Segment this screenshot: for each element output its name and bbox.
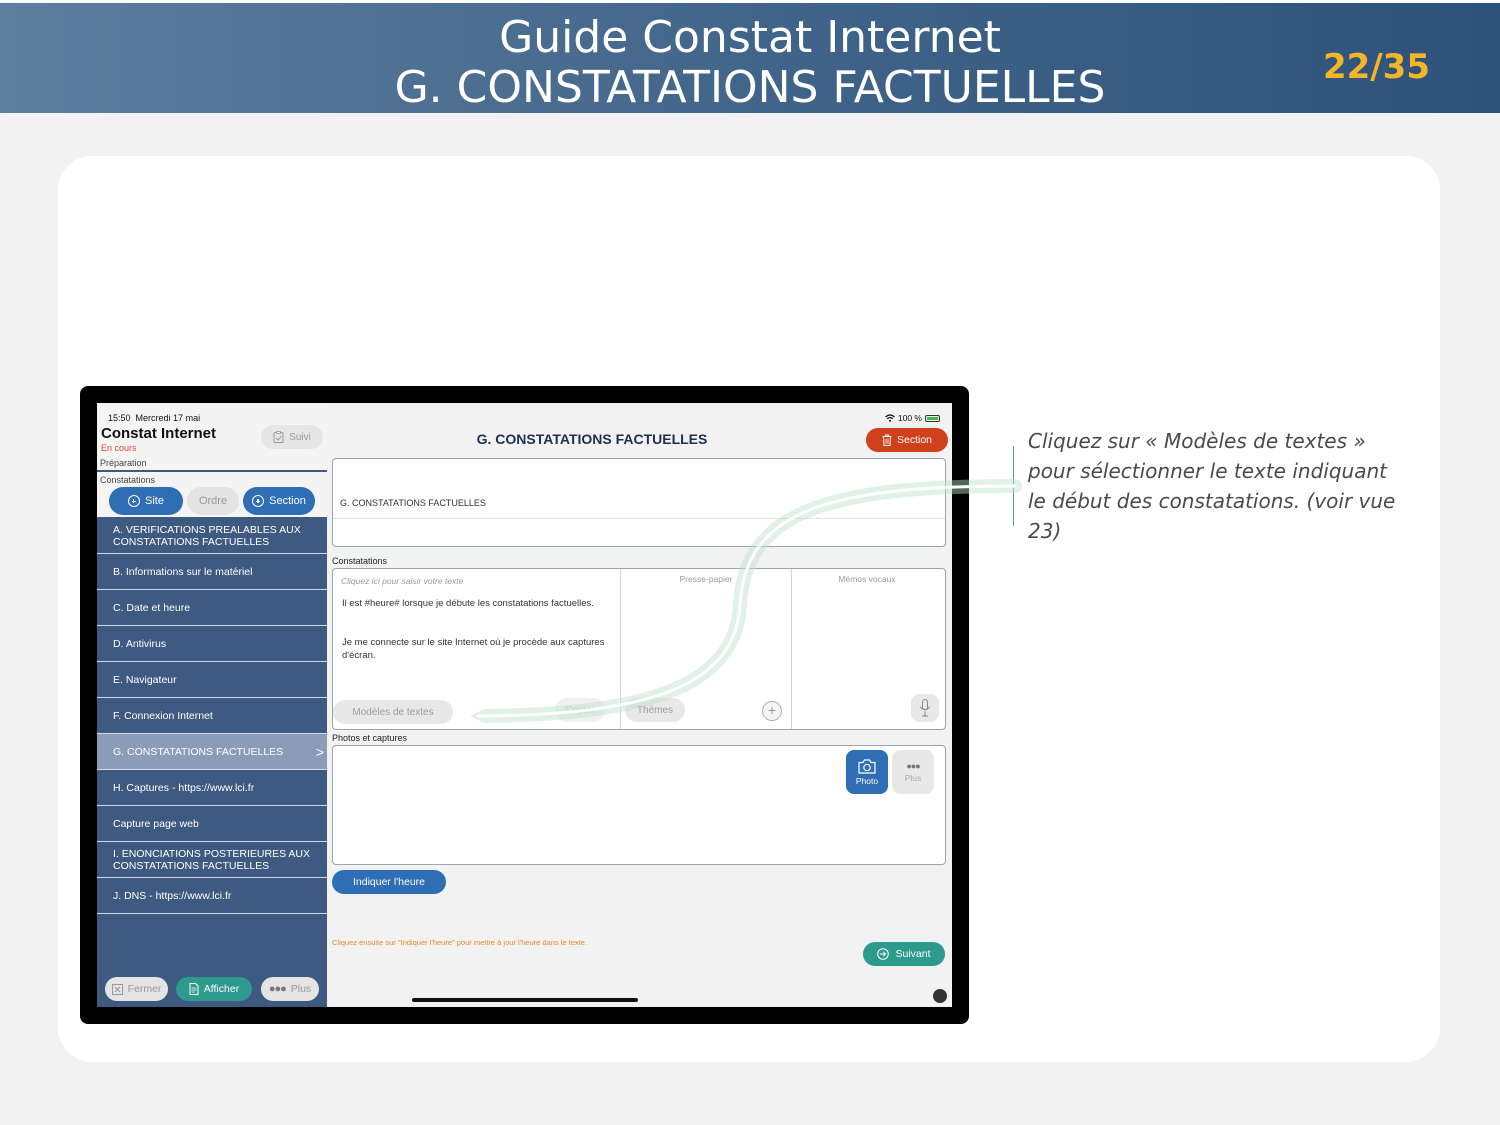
presse-papier-header: Presse-papier: [679, 574, 733, 584]
sidebar-item-j[interactable]: [97, 878, 327, 914]
plus-label: Plus: [290, 983, 312, 995]
sidebar-item-d[interactable]: [97, 626, 327, 662]
tablet-screen: [97, 403, 952, 1007]
group-preparation[interactable]: Préparation: [100, 458, 147, 468]
sidebar-item-i[interactable]: [97, 842, 327, 878]
camera-icon: [858, 759, 876, 774]
document-icon: [189, 983, 199, 995]
trash-icon: [882, 434, 892, 446]
sidebar-item-label: Capture page web: [113, 817, 199, 830]
sidebar-item-label: J. DNS - https://www.lci.fr: [113, 889, 232, 902]
battery-icon: [925, 415, 940, 422]
chevron-right-icon: >: [315, 743, 324, 760]
sidebar-item-label: C. Date et heure: [113, 601, 191, 614]
clipboard-icon: [273, 431, 284, 443]
sidebar-item-h[interactable]: [97, 770, 327, 806]
sidebar-item-label: B. Informations sur le matériel: [113, 565, 253, 578]
callout-text: Cliquez sur « Modèles de textes » pour sélectionner le texte indiquant le début des constatations. (voir vue 23): [1028, 429, 1396, 543]
plus-label: Plus: [904, 773, 922, 783]
text-placeholder: Cliquez ici pour saisir votre texte: [341, 576, 464, 586]
sidebar-item-label: A. VERIFICATIONS PREALABLES AUX CONSTATATIONS FACTUELLES: [113, 523, 301, 548]
more-icon: ●●●: [268, 983, 286, 995]
photo-button[interactable]: [846, 750, 888, 794]
more-icon: ●●●: [906, 761, 920, 771]
status-clock: 15:50: [108, 413, 131, 423]
battery-percent: 100 %: [897, 413, 922, 423]
photos-panel: [332, 745, 946, 865]
page-counter: 22/35: [1322, 47, 1430, 87]
add-clip-icon[interactable]: +: [762, 701, 782, 721]
fermer-button[interactable]: [105, 977, 168, 1001]
suivi-label: Suivi: [289, 431, 311, 443]
sidebar-item-capture[interactable]: [97, 806, 327, 842]
suivi-button[interactable]: [261, 425, 323, 449]
group-constatations[interactable]: Constatations: [100, 475, 156, 485]
hint-text: Cliquez ensuite sur "Indiquer l'heure" pour mettre à jour l'heure dans le texte.: [332, 938, 587, 947]
app-name: Constat Internet: [101, 425, 217, 442]
sidebar-item-e[interactable]: [97, 662, 327, 698]
column-separator: [620, 569, 621, 729]
section-button-label: Section: [896, 434, 933, 446]
sidebar-item-f[interactable]: [97, 698, 327, 734]
assistive-touch-icon[interactable]: [933, 989, 947, 1003]
themes-button[interactable]: Thèmes: [625, 698, 685, 722]
sidebar-item-g[interactable]: [97, 734, 327, 770]
add-site-button[interactable]: [109, 487, 183, 515]
plus-button[interactable]: [261, 977, 319, 1001]
plus-circle-icon: [252, 495, 264, 507]
more-photo-button[interactable]: [892, 750, 934, 794]
section-title-panel[interactable]: [332, 458, 946, 547]
close-box-icon: [112, 984, 123, 995]
plus-circle-icon: [128, 495, 140, 507]
arrow-circle-right-icon: [877, 948, 889, 960]
divider: [333, 518, 945, 519]
ordre-label: Ordre: [198, 495, 228, 507]
photos-label: Photos et captures: [332, 733, 408, 743]
section-title-value: G. CONSTATATIONS FACTUELLES: [340, 498, 486, 508]
sidebar-item-label: I. ENONCIATIONS POSTERIEURES AUX CONSTATATIONS FACTUELLES: [113, 847, 311, 872]
sidebar-item-label: H. Captures - https://www.lci.fr: [113, 781, 255, 794]
suivant-button[interactable]: [863, 942, 945, 966]
fermer-label: Fermer: [127, 983, 162, 995]
page-title: G. CONSTATATIONS FACTUELLES: [476, 431, 708, 447]
afficher-button[interactable]: [176, 977, 252, 1001]
sidebar: [97, 403, 327, 1007]
site-label: Site: [145, 495, 164, 507]
home-indicator: [412, 998, 638, 1002]
microphone-button[interactable]: [911, 694, 939, 722]
constatations-panel: [332, 568, 946, 730]
section-label: Section: [269, 495, 306, 507]
callout-bar: [1013, 446, 1014, 526]
delete-section-button[interactable]: [866, 428, 948, 452]
sidebar-item-b[interactable]: [97, 554, 327, 590]
sidebar-item-label: G. CONSTATATIONS FACTUELLES: [113, 745, 284, 758]
afficher-label: Afficher: [203, 983, 240, 995]
constatations-label: Constatations: [332, 556, 388, 566]
modeles-textes-button[interactable]: Modèles de textes: [333, 700, 453, 724]
ordre-button[interactable]: [187, 487, 239, 515]
app-state: En cours: [101, 443, 137, 453]
text-paragraph-2[interactable]: Je me connecte sur le site Internet où je procède aux captures d'écran.: [342, 637, 605, 661]
slide-title: Guide Constat Internet: [499, 12, 1001, 63]
sidebar-item-a[interactable]: [97, 518, 327, 554]
memos-header: Mémos vocaux: [838, 574, 896, 584]
divider: [97, 470, 327, 472]
suivant-label: Suivant: [895, 948, 931, 960]
microphone-icon: [919, 699, 931, 717]
sidebar-item-label: D. Antivirus: [113, 637, 167, 650]
add-section-button[interactable]: [243, 487, 315, 515]
wifi-icon: [885, 414, 895, 422]
sidebar-item-label: E. Navigateur: [113, 673, 177, 686]
status-time: [108, 413, 200, 423]
slide-subtitle: G. CONSTATATIONS FACTUELLES: [394, 62, 1106, 113]
sidebar-header: [97, 403, 327, 517]
status-date: Mercredi 17 mai: [135, 413, 201, 423]
photo-label: Photo: [855, 775, 879, 786]
sidebar-item-label: F. Connexion Internet: [113, 709, 213, 722]
copier-button[interactable]: Copier: [555, 698, 605, 722]
indiquer-heure-button[interactable]: Indiquer l'heure: [332, 870, 446, 894]
column-separator: [791, 569, 792, 729]
sidebar-item-c[interactable]: [97, 590, 327, 626]
text-paragraph-1[interactable]: Il est #heure# lorsque je débute les constatations factuelles.: [342, 598, 594, 609]
slide-header: [0, 0, 1500, 113]
status-right: [885, 413, 940, 423]
